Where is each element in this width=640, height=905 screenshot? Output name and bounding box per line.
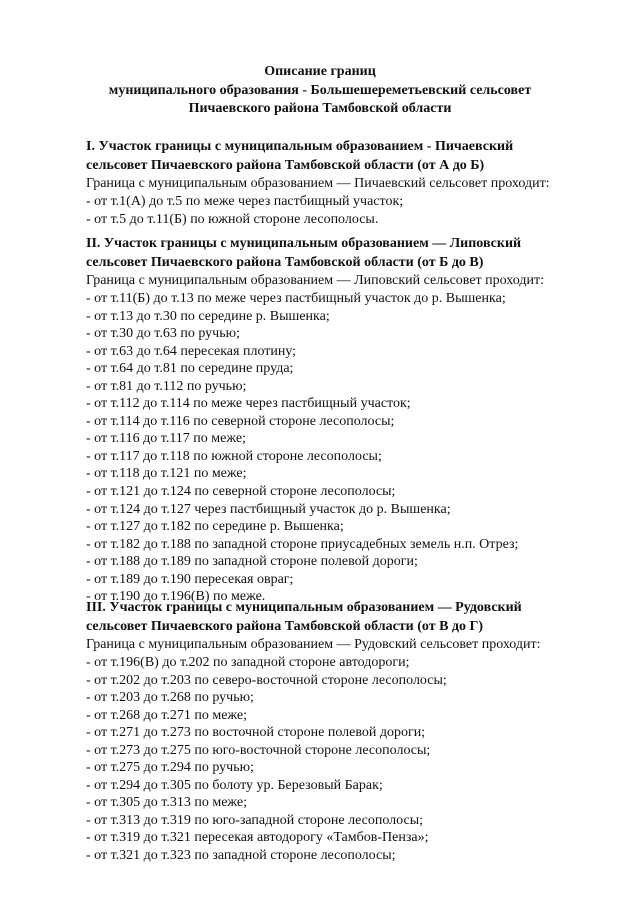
- list-item: - от т.114 до т.116 по северной стороне лесополосы;: [86, 413, 395, 429]
- list-item: - от т.116 до т.117 по меже;: [86, 431, 246, 447]
- document-title-line-2: муниципального образования - Большешереметьевский сельсовет: [108, 83, 532, 98]
- section-2-list: [86, 290, 518, 606]
- section-1-heading-line-1: I. Участок границы с муниципальным образованием - Пичаевский: [86, 139, 514, 154]
- list-item: - от т.11(Б) до т.13 по меже через пастбищный участок до р. Вышенка;: [86, 291, 506, 306]
- list-item: - от т.190 до т.196(В) по меже.: [86, 589, 266, 605]
- section-1-list: [86, 193, 403, 228]
- list-item: - от т.196(В) до т.202 по западной стороне автодороги;: [86, 655, 410, 670]
- list-item: - от т.321 до т.323 по западной стороне лесополосы;: [86, 848, 396, 864]
- list-item: - от т.112 до т.114 по меже через пастбищный участок;: [86, 396, 411, 412]
- list-item: - от т.81 до т.112 по ручью;: [86, 378, 247, 394]
- document-title-line-1: Описание границ: [264, 64, 376, 79]
- list-item: - от т.63 до т.64 пересекая плотину;: [86, 343, 297, 359]
- list-item: - от т.319 до т.321 пересекая автодорогу «Тамбов-Пенза»;: [86, 830, 429, 846]
- section-3-heading-line-2: сельсовет Пичаевского района Тамбовской области (от В до Г): [86, 619, 484, 634]
- list-item: - от т.271 до т.273 по восточной стороне полевой дороги;: [86, 725, 426, 741]
- list-item: - от т.118 до т.121 по меже;: [86, 466, 247, 482]
- list-item: - от т.124 до т.127 через пастбищный участок до р. Вышенка;: [86, 501, 451, 517]
- list-item: - от т.294 до т.305 по болоту ур. Березовый Барак;: [86, 777, 383, 793]
- list-item: - от т.203 до т.268 по ручью;: [86, 690, 254, 706]
- section-3-intro: Граница с муниципальным образованием — Рудовский сельсовет проходит:: [86, 637, 541, 652]
- list-item: - от т.189 до т.190 пересекая овраг;: [86, 571, 294, 587]
- list-item: - от т.5 до т.11(Б) по южной стороне лесополосы.: [86, 211, 379, 227]
- list-item: - от т.313 до т.319 по юго-западной стороне лесополосы;: [86, 812, 423, 828]
- list-item: - от т.121 до т.124 по северной стороне лесополосы;: [86, 484, 396, 500]
- section-2-heading-line-2: сельсовет Пичаевского района Тамбовской области (от Б до В): [86, 255, 484, 270]
- list-item: - от т.127 до т.182 по середине р. Вышенка;: [86, 519, 344, 535]
- list-item: - от т.202 до т.203 по северо-восточной стороне лесополосы;: [86, 672, 447, 688]
- section-2-intro: Граница с муниципальным образованием — Липовский сельсовет проходит:: [86, 273, 544, 288]
- list-item: - от т.1(А) до т.5 по меже через пастбищный участок;: [86, 194, 404, 209]
- list-item: - от т.305 до т.313 по меже;: [86, 795, 248, 811]
- section-1-intro: Граница с муниципальным образованием — Пичаевский сельсовет проходит:: [86, 176, 550, 191]
- list-item: - от т.268 до т.271 по меже;: [86, 707, 248, 723]
- section-3-heading-line-1: III. Участок границы с муниципальным образованием — Рудовский: [86, 600, 522, 615]
- list-item: - от т.182 до т.188 по западной стороне приусадебных земель н.п. Отрез;: [86, 536, 519, 552]
- list-item: - от т.117 до т.118 по южной стороне лесополосы;: [86, 448, 382, 464]
- list-item: - от т.273 до т.275 по юго-восточной стороне лесополосы;: [86, 742, 431, 758]
- list-item: - от т.30 до т.63 по ручью;: [86, 326, 240, 342]
- list-item: - от т.13 до т.30 по середине р. Вышенка;: [86, 308, 330, 324]
- section-3-list: [86, 654, 447, 865]
- list-item: - от т.275 до т.294 по ручью;: [86, 760, 254, 776]
- list-item: - от т.64 до т.81 по середине пруда;: [86, 361, 294, 377]
- list-item: - от т.188 до т.189 по западной стороне полевой дороги;: [86, 554, 418, 570]
- section-1-heading-line-2: сельсовет Пичаевского района Тамбовской области (от А до Б): [86, 158, 485, 173]
- section-2-heading-line-1: II. Участок границы с муниципальным образованием — Липовский: [86, 236, 522, 251]
- document-title-line-3: Пичаевского района Тамбовской области: [188, 101, 452, 116]
